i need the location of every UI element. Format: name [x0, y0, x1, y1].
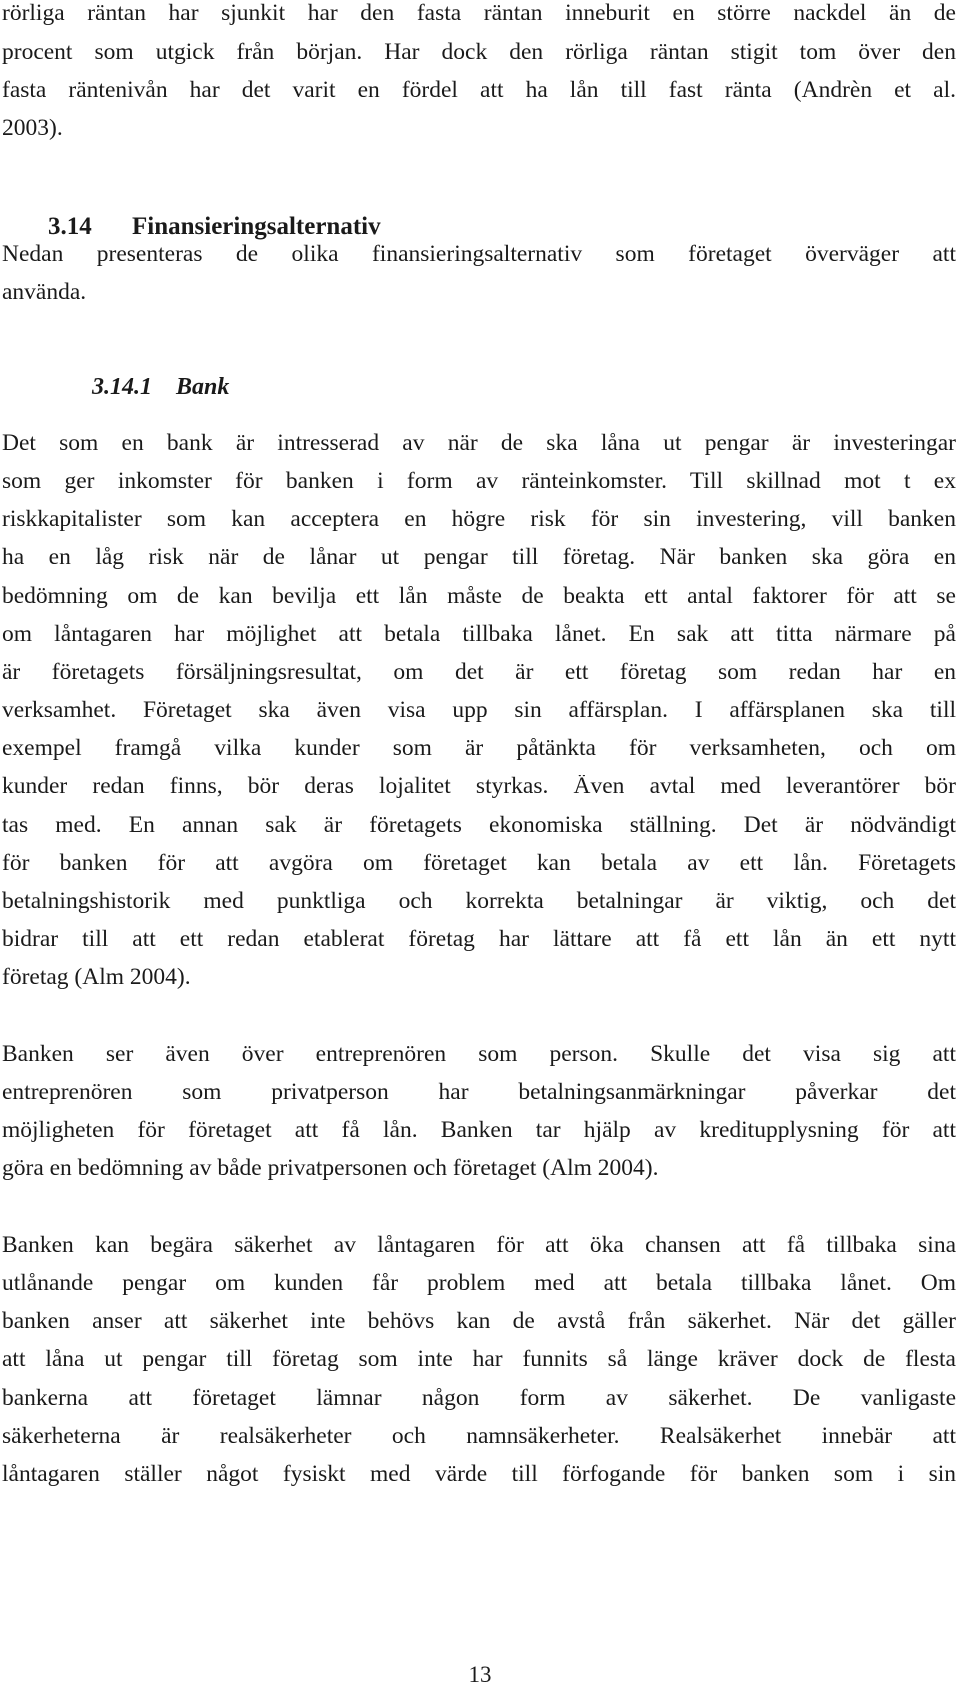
section-number: 3.14: [48, 213, 92, 240]
paragraph3-line-4: att låna ut pengar till företag som inte har funnits så länge kräver dock de flesta: [2, 1348, 956, 1372]
paragraph2-line-2: entreprenören som privatperson har betalningsanmärkningar påverkar det: [2, 1081, 956, 1105]
page-number: 13: [468, 1662, 492, 1687]
section-heading: [48, 213, 381, 241]
paragraph2-line-4: göra en bedömning av både privatpersonen och företaget (Alm 2004).: [2, 1157, 659, 1181]
paragraph1-line-12: för banken för att avgöra om företaget kan betala av ett lån. Företagets: [2, 852, 956, 876]
subsection-title: Bank: [176, 374, 230, 400]
paragraph1-line-9: exempel framgå vilka kunder som är påtänkta för verksamheten, och om: [2, 737, 956, 761]
paragraph1-line-4: ha en låg risk när de lånar ut pengar till företag. När banken ska göra en: [2, 546, 956, 570]
intro-line-2: procent som utgick från början. Har dock den rörliga räntan stigit tom över den: [2, 41, 956, 65]
subsection-heading: [92, 374, 229, 401]
paragraph1-line-7: är företagets försäljningsresultat, om det är ett företag som redan har en: [2, 661, 956, 685]
section-intro-line-1: Nedan presenteras de olika finansieringsalternativ som företaget överväger att: [2, 243, 956, 267]
paragraph1-line-11: tas med. En annan sak är företagets ekonomiska ställning. Det är nödvändigt: [2, 814, 956, 838]
paragraph3-line-3: banken anser att säkerhet inte behövs kan de avstå från säkerhet. När det gäller: [2, 1310, 956, 1334]
intro-line-3: fasta räntenivån har det varit en fördel att ha lån till fast ränta (Andrèn et al.: [2, 79, 956, 103]
paragraph2-line-3: möjligheten för företaget att få lån. Banken tar hjälp av kreditupplysning för att: [2, 1119, 956, 1143]
intro-line-1: rörliga räntan har sjunkit har den fasta räntan inneburit en större nackdel än de: [2, 2, 956, 26]
paragraph1-line-14: bidrar till att ett redan etablerat företag har lättare att få ett lån än ett nytt: [2, 928, 956, 952]
section-title: Finansieringsalternativ: [132, 213, 381, 240]
subsection-number: 3.14.1: [92, 374, 152, 400]
paragraph1-line-1: Det som en bank är intresserad av när de ska låna ut pengar är investeringar: [2, 432, 956, 456]
paragraph1-line-10: kunder redan finns, bör deras lojalitet styrkas. Även avtal med leverantörer bör: [2, 775, 956, 799]
paragraph2-line-1: Banken ser även över entreprenören som person. Skulle det visa sig att: [2, 1043, 956, 1067]
paragraph3-line-6: säkerheterna är realsäkerheter och namnsäkerheter. Realsäkerhet innebär att: [2, 1425, 956, 1449]
paragraph1-line-3: riskkapitalister som kan acceptera en högre risk för sin investering, vill banken: [2, 508, 956, 532]
paragraph3-line-1: Banken kan begära säkerhet av låntagaren för att öka chansen att få tillbaka sina: [2, 1234, 956, 1258]
section-intro-line-2: använda.: [2, 281, 87, 305]
paragraph3-line-2: utlånande pengar om kunden får problem med att betala tillbaka lånet. Om: [2, 1272, 956, 1296]
paragraph1-line-15: företag (Alm 2004).: [2, 966, 191, 990]
paragraph3-line-5: bankerna att företaget lämnar någon form av säkerhet. De vanligaste: [2, 1387, 956, 1411]
paragraph1-line-13: betalningshistorik med punktliga och korrekta betalningar är viktig, och det: [2, 890, 956, 914]
paragraph1-line-6: om låntagaren har möjlighet att betala tillbaka lånet. En sak att titta närmare på: [2, 623, 956, 647]
paragraph1-line-5: bedömning om de kan bevilja ett lån måste de beakta ett antal faktorer för att se: [2, 585, 956, 609]
paragraph1-line-8: verksamhet. Företaget ska även visa upp sin affärsplan. I affärsplanen ska till: [2, 699, 956, 723]
intro-line-4: 2003).: [2, 117, 63, 141]
paragraph1-line-2: som ger inkomster för banken i form av ränteinkomster. Till skillnad mot t ex: [2, 470, 956, 494]
paragraph3-line-7: låntagaren ställer något fysiskt med värde till förfogande för banken som i sin: [2, 1463, 956, 1487]
